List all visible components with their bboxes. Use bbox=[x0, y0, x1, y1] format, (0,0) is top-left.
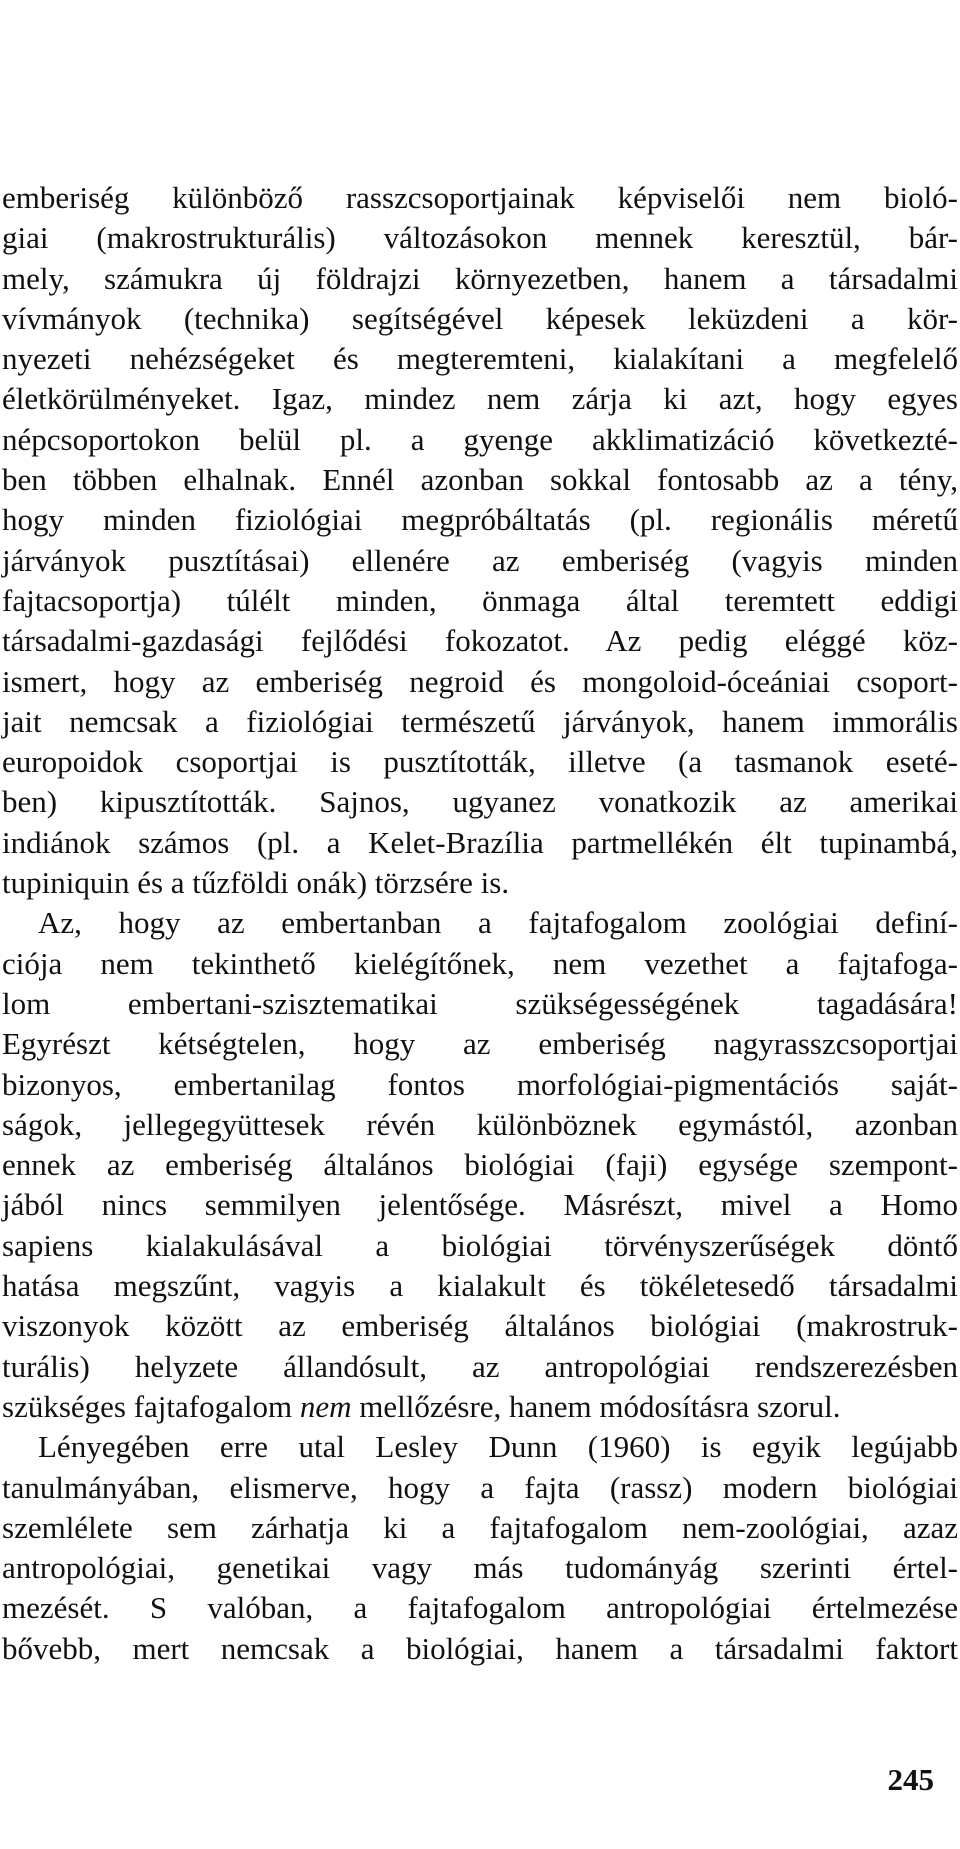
text-line bbox=[2, 742, 958, 782]
text-line-content: szükséges fajtafogalom bbox=[2, 1388, 300, 1424]
text-line bbox=[2, 1347, 958, 1387]
text-line-content: hogy minden fiziológiai megpróbáltatás (pl. regionális méretű bbox=[2, 502, 958, 538]
italic-emphasis: nem bbox=[299, 1388, 352, 1424]
text-line bbox=[2, 1508, 958, 1548]
text-line bbox=[2, 541, 958, 581]
text-line-content: tanulmányában, elismerve, hogy a fajta (rassz) modern biológiai bbox=[2, 1469, 958, 1505]
text-line bbox=[2, 1387, 958, 1427]
text-line bbox=[2, 178, 958, 218]
text-line-content: tupiniquin és a tűzföldi onák) törzsére is. bbox=[2, 865, 510, 901]
text-line-content: ben többen elhalnak. Ennél azonban sokkal fontosabb az a tény, bbox=[2, 462, 958, 498]
text-line bbox=[2, 1024, 958, 1064]
text-line-content: népcsoportokon belül pl. a gyenge akklimatizáció következté- bbox=[2, 421, 958, 457]
text-line bbox=[2, 1548, 958, 1588]
text-line-content: Az, hogy az embertanban a fajtafogalom zoológiai definí- bbox=[38, 905, 958, 941]
text-line bbox=[2, 944, 958, 984]
text-line bbox=[2, 823, 958, 863]
text-line bbox=[2, 1629, 958, 1669]
text-line bbox=[2, 339, 958, 379]
text-line bbox=[2, 379, 958, 419]
text-line bbox=[2, 299, 958, 339]
text-line bbox=[2, 1065, 958, 1105]
text-line-content: mely, számukra új földrajzi környezetben, hanem a társadalmi bbox=[2, 260, 958, 296]
text-line-content: járványok pusztításai) ellenére az emberiség (vagyis minden bbox=[2, 542, 958, 578]
text-line-content: turális) helyzete állandósult, az antropológiai rendszerezésben bbox=[2, 1348, 958, 1384]
text-line-content: fajtacsoportja) túlélt minden, önmaga által teremtett eddigi bbox=[2, 582, 958, 618]
text-line-content: antropológiai, genetikai vagy más tudományág szerinti értel- bbox=[2, 1550, 958, 1586]
text-line-content: bizonyos, embertanilag fontos morfológiai-pigmentációs saját- bbox=[2, 1066, 958, 1102]
text-line-content: mezését. S valóban, a fajtafogalom antropológiai értelmezése bbox=[2, 1590, 958, 1626]
text-line-content: jait nemcsak a fiziológiai természetű járványok, hanem immorális bbox=[2, 703, 958, 739]
text-line bbox=[2, 1226, 958, 1266]
text-line bbox=[2, 1468, 958, 1508]
text-line bbox=[2, 460, 958, 500]
text-line bbox=[2, 662, 958, 702]
text-line-content: szemlélete sem zárhatja ki a fajtafogalom nem-zoológiai, azaz bbox=[2, 1509, 958, 1545]
text-line-content: ciója nem tekinthető kielégítőnek, nem vezethet a fajtafoga- bbox=[2, 945, 958, 981]
paragraph-first-line bbox=[2, 903, 958, 943]
text-line bbox=[2, 1306, 958, 1346]
text-line bbox=[2, 420, 958, 460]
text-line-content: jából nincs semmilyen jelentősége. Másrészt, mivel a Homo bbox=[2, 1187, 958, 1223]
text-line-content: hatása megszűnt, vagyis a kialakult és tökéletesedő társadalmi bbox=[2, 1268, 958, 1304]
text-line bbox=[2, 984, 958, 1024]
text-line-content: ismert, hogy az emberiség negroid és mongoloid-óceániai csoport- bbox=[2, 663, 958, 699]
text-line-content: lom embertani-szisztematikai szükségességének tagadására! bbox=[2, 985, 958, 1021]
text-line bbox=[2, 621, 958, 661]
text-line bbox=[2, 581, 958, 621]
text-line-content: sapiens kialakulásával a biológiai törvényszerűségek döntő bbox=[2, 1227, 958, 1263]
page-number: 245 bbox=[887, 1762, 934, 1797]
text-line-content: ságok, jellegegyüttesek révén különböznek egymástól, azonban bbox=[2, 1106, 958, 1142]
text-line-content: ennek az emberiség általános biológiai (faji) egysége szempont- bbox=[2, 1147, 958, 1183]
text-line-content: emberiség különböző rasszcsoportjainak képviselői nem bioló- bbox=[2, 180, 958, 215]
text-line bbox=[2, 1145, 958, 1185]
text-line bbox=[2, 500, 958, 540]
paragraph-first-line bbox=[2, 1427, 958, 1467]
text-line-content: mellőzésre, hanem módosításra szorul. bbox=[351, 1388, 841, 1424]
body-text bbox=[2, 178, 958, 1669]
text-line bbox=[2, 782, 958, 822]
text-line-content: életkörülményeket. Igaz, mindez nem zárja ki azt, hogy egyes bbox=[2, 381, 958, 417]
text-line-content: indiánok számos (pl. a Kelet-Brazília partmellékén élt tupinambá, bbox=[2, 824, 958, 860]
text-line-content: társadalmi-gazdasági fejlődési fokozatot. Az pedig eléggé köz- bbox=[2, 623, 958, 659]
text-line bbox=[2, 218, 958, 258]
text-line-content: ben) kipusztították. Sajnos, ugyanez vonatkozik az amerikai bbox=[2, 784, 958, 820]
text-line-content: nyezeti nehézségeket és megteremteni, kialakítani a megfelelő bbox=[2, 341, 958, 377]
text-line-content: vívmányok (technika) segítségével képesek leküzdeni a kör- bbox=[2, 300, 958, 336]
text-line bbox=[2, 863, 958, 903]
text-line bbox=[2, 1105, 958, 1145]
text-line-content: giai (makrostrukturális) változásokon mennek keresztül, bár- bbox=[2, 220, 958, 256]
text-line bbox=[2, 1185, 958, 1225]
text-line-content: Lényegében erre utal Lesley Dunn (1960) is egyik legújabb bbox=[38, 1429, 958, 1465]
text-line-content: Egyrészt kétségtelen, hogy az emberiség nagyrasszcsoportjai bbox=[2, 1026, 958, 1062]
text-line-content: bővebb, mert nemcsak a biológiai, hanem a társadalmi faktort bbox=[2, 1630, 958, 1666]
text-line bbox=[2, 702, 958, 742]
text-line bbox=[2, 259, 958, 299]
text-line bbox=[2, 1266, 958, 1306]
text-line-content: viszonyok között az emberiség általános biológiai (makrostruk- bbox=[2, 1308, 958, 1344]
text-line-content: europoidok csoportjai is pusztították, illetve (a tasmanok eseté- bbox=[2, 744, 958, 780]
text-line bbox=[2, 1588, 958, 1628]
